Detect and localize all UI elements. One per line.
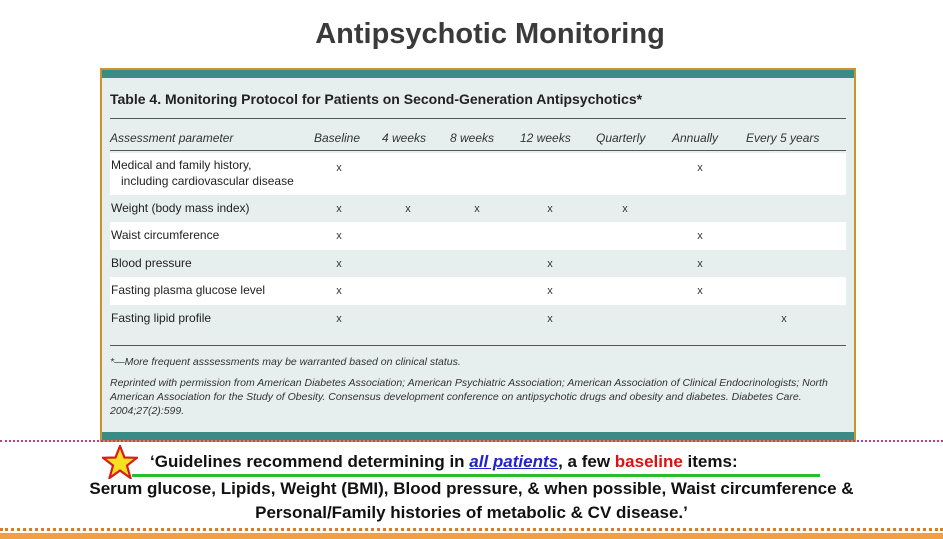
- cell-every-5-years: x: [781, 313, 787, 325]
- cell-baseline: x: [336, 313, 342, 325]
- row-label: Blood pressure: [111, 256, 192, 270]
- row-label-continued: including cardiovascular disease: [121, 174, 294, 188]
- row-label: Medical and family history,: [111, 158, 252, 172]
- table-bottom-bar: [102, 432, 854, 440]
- green-underline: [132, 474, 820, 477]
- callout-baseline: baseline: [614, 452, 683, 471]
- monitoring-table: [100, 68, 856, 442]
- cell-annually: x: [697, 162, 703, 174]
- cell-4-weeks: x: [405, 203, 411, 215]
- table-row: [110, 305, 846, 333]
- row-label: Fasting plasma glucose level: [111, 283, 266, 297]
- cell-baseline: x: [336, 230, 342, 242]
- cell-baseline: x: [336, 285, 342, 297]
- table-caption: Table 4. Monitoring Protocol for Patients on Second-Generation Antipsychotics*: [110, 91, 643, 107]
- table-row: [110, 153, 846, 195]
- table-row: [110, 222, 846, 250]
- footnote-citation: Reprinted with permission from American Diabetes Association; American Psychiatric Association; American Association of Clinical Endocrinologists; North American Association for the Study of Obesity. Consensus development conference on antipsychotic drugs and obesity and diabetes. Diabetes Care. 2004;27(2):599.: [110, 377, 828, 417]
- footnote-rule: [110, 345, 846, 346]
- table-row: [110, 277, 846, 305]
- callout-text-e: items:: [682, 452, 738, 471]
- header-quarterly: Quarterly: [596, 131, 646, 145]
- header-12-weeks: 12 weeks: [520, 131, 571, 145]
- cell-quarterly: x: [622, 203, 628, 215]
- cell-12-weeks: x: [547, 258, 553, 270]
- cell-annually: x: [697, 285, 703, 297]
- callout-line-2: Serum glucose, Lipids, Weight (BMI), Blood pressure, & when possible, Waist circumference &: [89, 479, 854, 498]
- cell-8-weeks: x: [474, 203, 480, 215]
- header-annually: Annually: [672, 131, 719, 145]
- header-rule-top: [110, 118, 846, 119]
- header-every-5-years: Every 5 years: [746, 131, 820, 145]
- row-label: Waist circumference: [111, 228, 220, 242]
- table-top-bar: [102, 70, 854, 78]
- divider-dotted-bottom: [0, 528, 943, 531]
- row-label: Fasting lipid profile: [111, 311, 212, 325]
- header-8-weeks: 8 weeks: [450, 131, 495, 145]
- footer-bar: [0, 533, 943, 539]
- header-rule-bottom: [110, 150, 846, 151]
- cell-12-weeks: x: [547, 203, 553, 215]
- header-assessment: Assessment parameter: [110, 131, 234, 145]
- cell-annually: x: [697, 230, 703, 242]
- header-4-weeks: 4 weeks: [382, 131, 427, 145]
- footnote-frequency: *—More frequent asssessments may be warranted based on clinical status.: [110, 356, 461, 368]
- cell-baseline: x: [336, 258, 342, 270]
- slide-title: Antipsychotic Monitoring: [315, 18, 665, 50]
- callout-line-3: Personal/Family histories of metabolic & CV disease.’: [255, 503, 688, 522]
- callout-text-c: , a few: [558, 452, 615, 471]
- header-baseline: Baseline: [314, 131, 361, 145]
- cell-12-weeks: x: [547, 285, 553, 297]
- divider-dotted-top: [0, 440, 943, 442]
- callout-line-1: [150, 452, 738, 472]
- table-row: [110, 195, 846, 222]
- table-row: [110, 250, 846, 277]
- cell-baseline: x: [336, 162, 342, 174]
- row-label: Weight (body mass index): [111, 201, 250, 215]
- cell-12-weeks: x: [547, 313, 553, 325]
- callout-all-patients: all patients: [469, 452, 559, 471]
- cell-baseline: x: [336, 203, 342, 215]
- callout-text-a: ‘Guidelines recommend determining in: [150, 452, 470, 471]
- cell-annually: x: [697, 258, 703, 270]
